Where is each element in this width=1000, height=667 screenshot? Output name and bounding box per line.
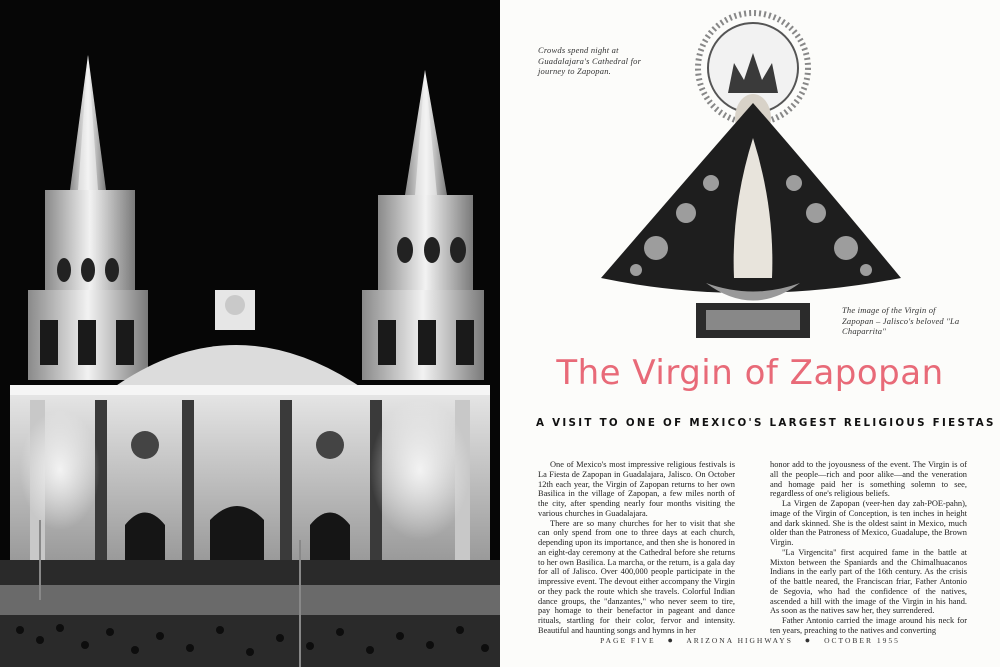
issue-date: OCTOBER 1955 xyxy=(824,636,900,645)
page-footer xyxy=(500,635,1000,645)
paragraph: One of Mexico's most impressive religious festivals is La Fiesta de Zapopan in Guadalajara, Jalisco. On October 12th each year, the Virgin of Zapopan returns to her own Basilica in the village of Zapopan, a few miles north of the city, after spending nearly four months visiting the various churches in Guadalajara. xyxy=(538,460,735,518)
paragraph: Father Antonio carried the image around his neck for ten years, preaching to the natives and converting xyxy=(770,616,967,635)
text-column-2 xyxy=(770,460,967,636)
article-title: The Virgin of Zapopan xyxy=(556,353,944,393)
caption-virgin: The image of the Virgin of Zapopan – Jalisco's beloved "La Chaparrita" xyxy=(842,305,960,336)
article-subtitle: A VISIT TO ONE OF MEXICO'S LARGEST RELIGIOUS FIESTAS xyxy=(536,417,996,429)
text-column-1 xyxy=(538,460,735,636)
bullet-separator: ● xyxy=(667,635,675,645)
magazine-name: ARIZONA HIGHWAYS xyxy=(686,636,793,645)
bullet-separator: ● xyxy=(804,635,813,645)
article-page xyxy=(500,0,1000,667)
paragraph: La Virgen de Zapopan (veer-hen day zah-POE-pahn), image of the Virgin of Conception, is ten inches in height and dark skinned. She is the oldest saint in Mexico, much older than the Patroness of Mexico, Guadalupe, the Brown Virgin. xyxy=(770,499,967,547)
paragraph: "La Virgencita" first acquired fame in the battle at Mixton between the Spaniards and the Chimalhuacanos Indians in the early part of the 16th century. As the crisis of the battle neared, the Franciscan friar, Father Antonio de Segovia, who had the confidence of the natives, ascended a hill with the image of the Virgin in his hand. As soon as the natives saw her, they surrendered. xyxy=(770,547,967,616)
caption-cathedral: Crowds spend night at Guadalajara's Cathedral for journey to Zapopan. xyxy=(538,45,642,76)
paragraph: honor add to the joyousness of the event. The Virgin is of all the people—rich and poor alike—and the veneration and homage paid her is something solemn to see, regardless of one's religious beliefs. xyxy=(770,460,967,499)
page-number: PAGE FIVE xyxy=(600,636,656,645)
virgin-statue-photo xyxy=(596,8,906,348)
paragraph: There are so many churches for her to visit that she can only spend from one to three days at each church, depending upon its importance, and then she is honored in an eight-day ceremony at the Cathedral before she returns to her own Basilica. La marcha, or the return, is a gala day for all of Jalisco. Over 400,000 people participate in the impressive event. The devout either accompany the Virgin or they pack the route which she travels. Colorful Indian dance groups, the "danzantes," who never seem to tire, pay homage to their benefactor in pageant and dance rituals, startling for their color, fervor and intensity. Beautiful and haunting songs and hymns in her xyxy=(538,518,735,635)
